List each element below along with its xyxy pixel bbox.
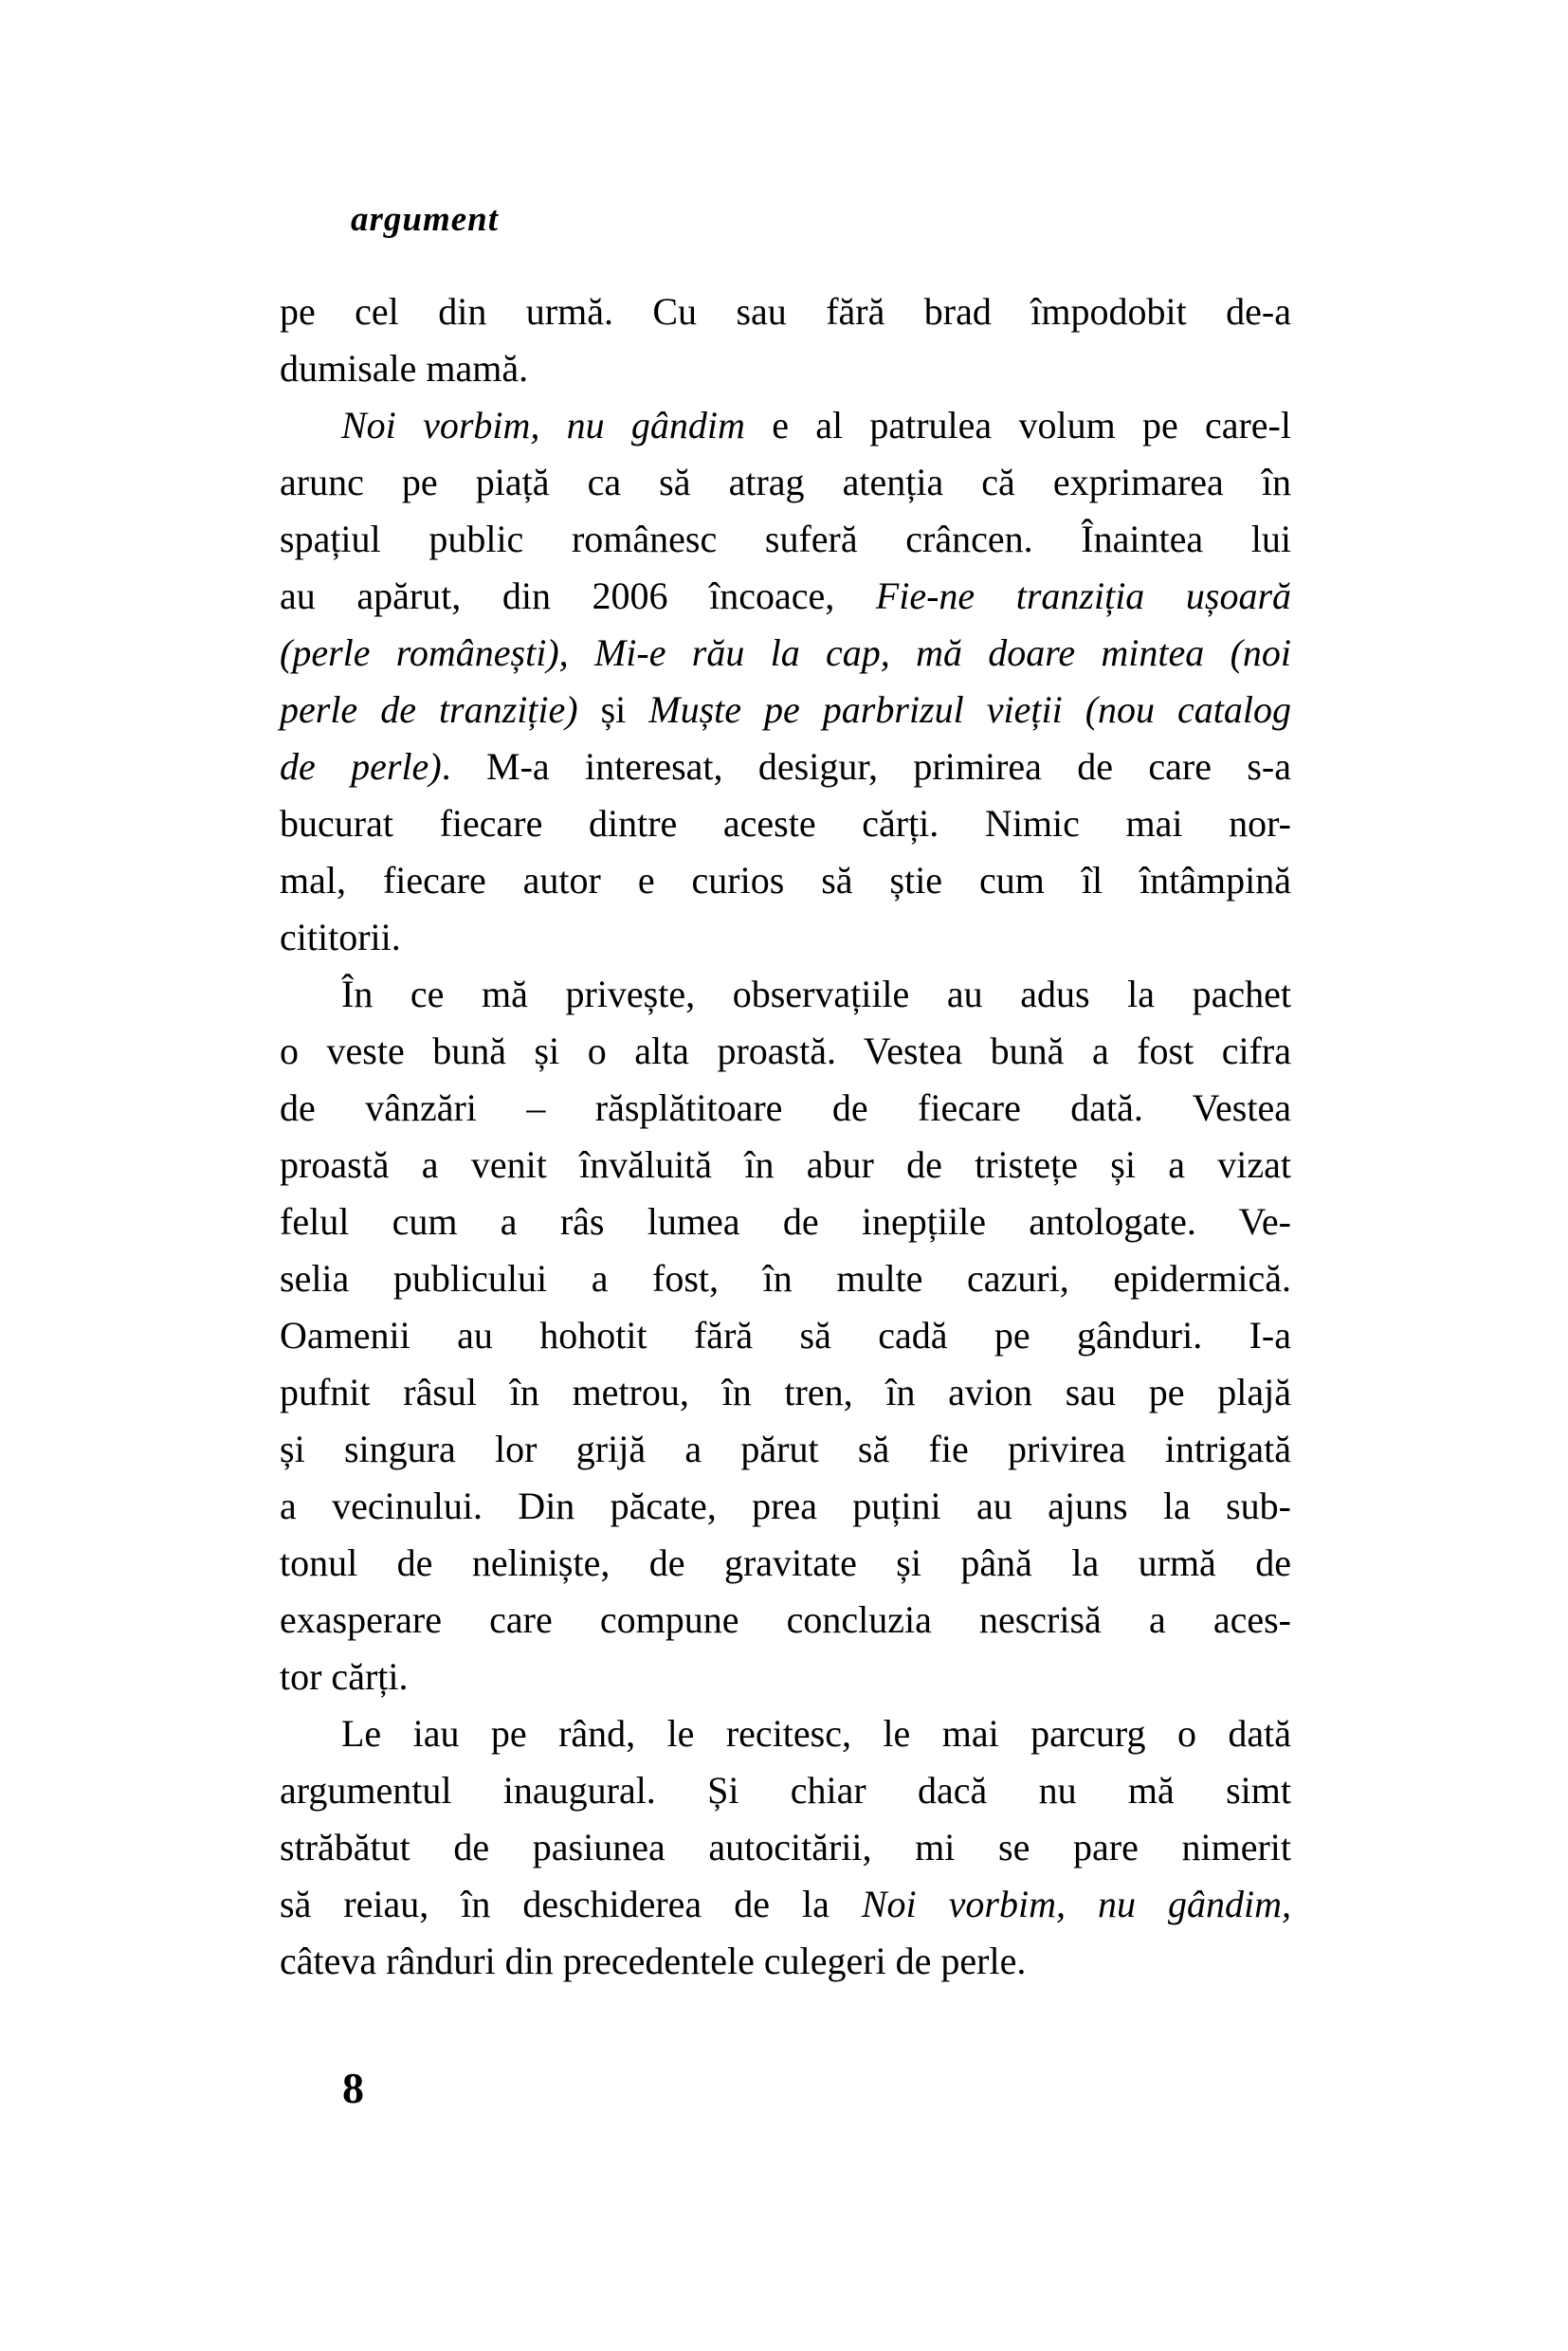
text-segment: mal, fiecare autor e curios să știe cum îl întâmpină (280, 859, 1291, 902)
text-segment: argumentul inaugural. Și chiar dacă nu mă simt (280, 1769, 1291, 1812)
text-line (280, 1364, 1291, 1421)
text-segment: spațiul public românesc suferă crâncen. Înaintea lui (280, 518, 1291, 560)
text-line (280, 454, 1291, 511)
text-line (280, 795, 1291, 852)
text-segment: și (577, 688, 649, 731)
italic-text-segment: Noi vorbim, nu gândim, (861, 1883, 1291, 1925)
text-line (280, 283, 1291, 340)
text-segment: a vecinului. Din păcate, prea puțini au ajuns la sub- (280, 1485, 1291, 1527)
text-line (280, 852, 1291, 909)
running-head: argument (351, 200, 500, 239)
text-segment: dumisale mamă. (280, 347, 529, 390)
text-line (280, 1933, 1291, 1990)
text-line (280, 1705, 1291, 1762)
italic-text-segment: (perle românești), Mi-e rău la cap, mă doare mintea (noi (280, 631, 1291, 674)
text-segment: exasperare care compune concluzia nescrisă a aces- (280, 1598, 1291, 1641)
text-segment: pe cel din urmă. Cu sau fără brad împodobit de-a (280, 290, 1291, 333)
text-line (280, 1023, 1291, 1080)
text-segment: să reiau, în deschiderea de la (280, 1883, 862, 1925)
text-line (280, 1819, 1291, 1876)
text-segment: felul cum a râs lumea de inepțiile antologate. Ve- (280, 1200, 1291, 1243)
text-line (280, 511, 1291, 568)
text-segment: bucurat fiecare dintre aceste cărți. Nimic mai nor- (280, 802, 1291, 845)
italic-text-segment: de perle) (280, 745, 442, 788)
text-segment: . M-a interesat, desigur, primirea de care s-a (441, 745, 1291, 788)
text-segment: În ce mă privește, observațiile au adus la pachet (341, 973, 1291, 1015)
text-segment: și singura lor grijă a părut să fie privirea intrigată (280, 1428, 1291, 1470)
text-segment: pufnit râsul în metrou, în tren, în avion sau pe plajă (280, 1371, 1291, 1413)
text-line (280, 1080, 1291, 1137)
text-segment: proastă a venit învăluită în abur de tristețe și a vizat (280, 1143, 1291, 1186)
text-line (280, 966, 1291, 1023)
text-segment: de vânzări – răsplătitoare de fiecare dată. Vestea (280, 1086, 1291, 1129)
text-line (280, 1649, 1291, 1705)
text-segment: străbătut de pasiunea autocitării, mi se pare nimerit (280, 1826, 1291, 1868)
text-line (280, 340, 1291, 397)
text-line (280, 1307, 1291, 1364)
text-line (280, 909, 1291, 966)
page-number: 8 (342, 2064, 364, 2112)
text-line (280, 1762, 1291, 1819)
text-segment: Le iau pe rând, le recitesc, le mai parcurg o dată (341, 1712, 1291, 1755)
text-segment: Oamenii au hohotit fără să cadă pe gânduri. I-a (280, 1314, 1291, 1357)
text-line (280, 1137, 1291, 1194)
text-line (280, 1535, 1291, 1592)
text-line (280, 1876, 1291, 1933)
italic-text-segment: Muște pe parbrizul vieții (nou catalog (648, 688, 1291, 731)
italic-text-segment: Fie-ne tranziția ușoară (875, 574, 1292, 617)
text-line (280, 682, 1291, 738)
text-line (280, 1592, 1291, 1649)
text-segment: tor cărți. (280, 1655, 409, 1698)
text-line (280, 568, 1291, 625)
text-line (280, 1194, 1291, 1250)
italic-text-segment: Noi vorbim, nu gândim (341, 404, 745, 447)
text-segment: câteva rânduri din precedentele culegeri de perle. (280, 1940, 1027, 1982)
text-segment: cititorii. (280, 916, 401, 958)
text-segment: au apărut, din 2006 încoace, (280, 574, 876, 617)
body-text-block (280, 283, 1291, 1990)
text-segment: e al patrulea volum pe care-l (744, 404, 1291, 447)
text-segment: selia publicului a fost, în multe cazuri, epidermică. (280, 1257, 1291, 1300)
italic-text-segment: perle de tranziție) (280, 688, 578, 731)
text-line (280, 397, 1291, 454)
text-line (280, 1421, 1291, 1478)
text-line (280, 1478, 1291, 1535)
text-segment: o veste bună și o alta proastă. Vestea bună a fost cifra (280, 1030, 1291, 1072)
text-line (280, 738, 1291, 795)
text-segment: arunc pe piață ca să atrag atenția că exprimarea în (280, 461, 1291, 503)
text-line (280, 1250, 1291, 1307)
text-segment: tonul de neliniște, de gravitate și până la urmă de (280, 1541, 1291, 1584)
text-line (280, 625, 1291, 682)
